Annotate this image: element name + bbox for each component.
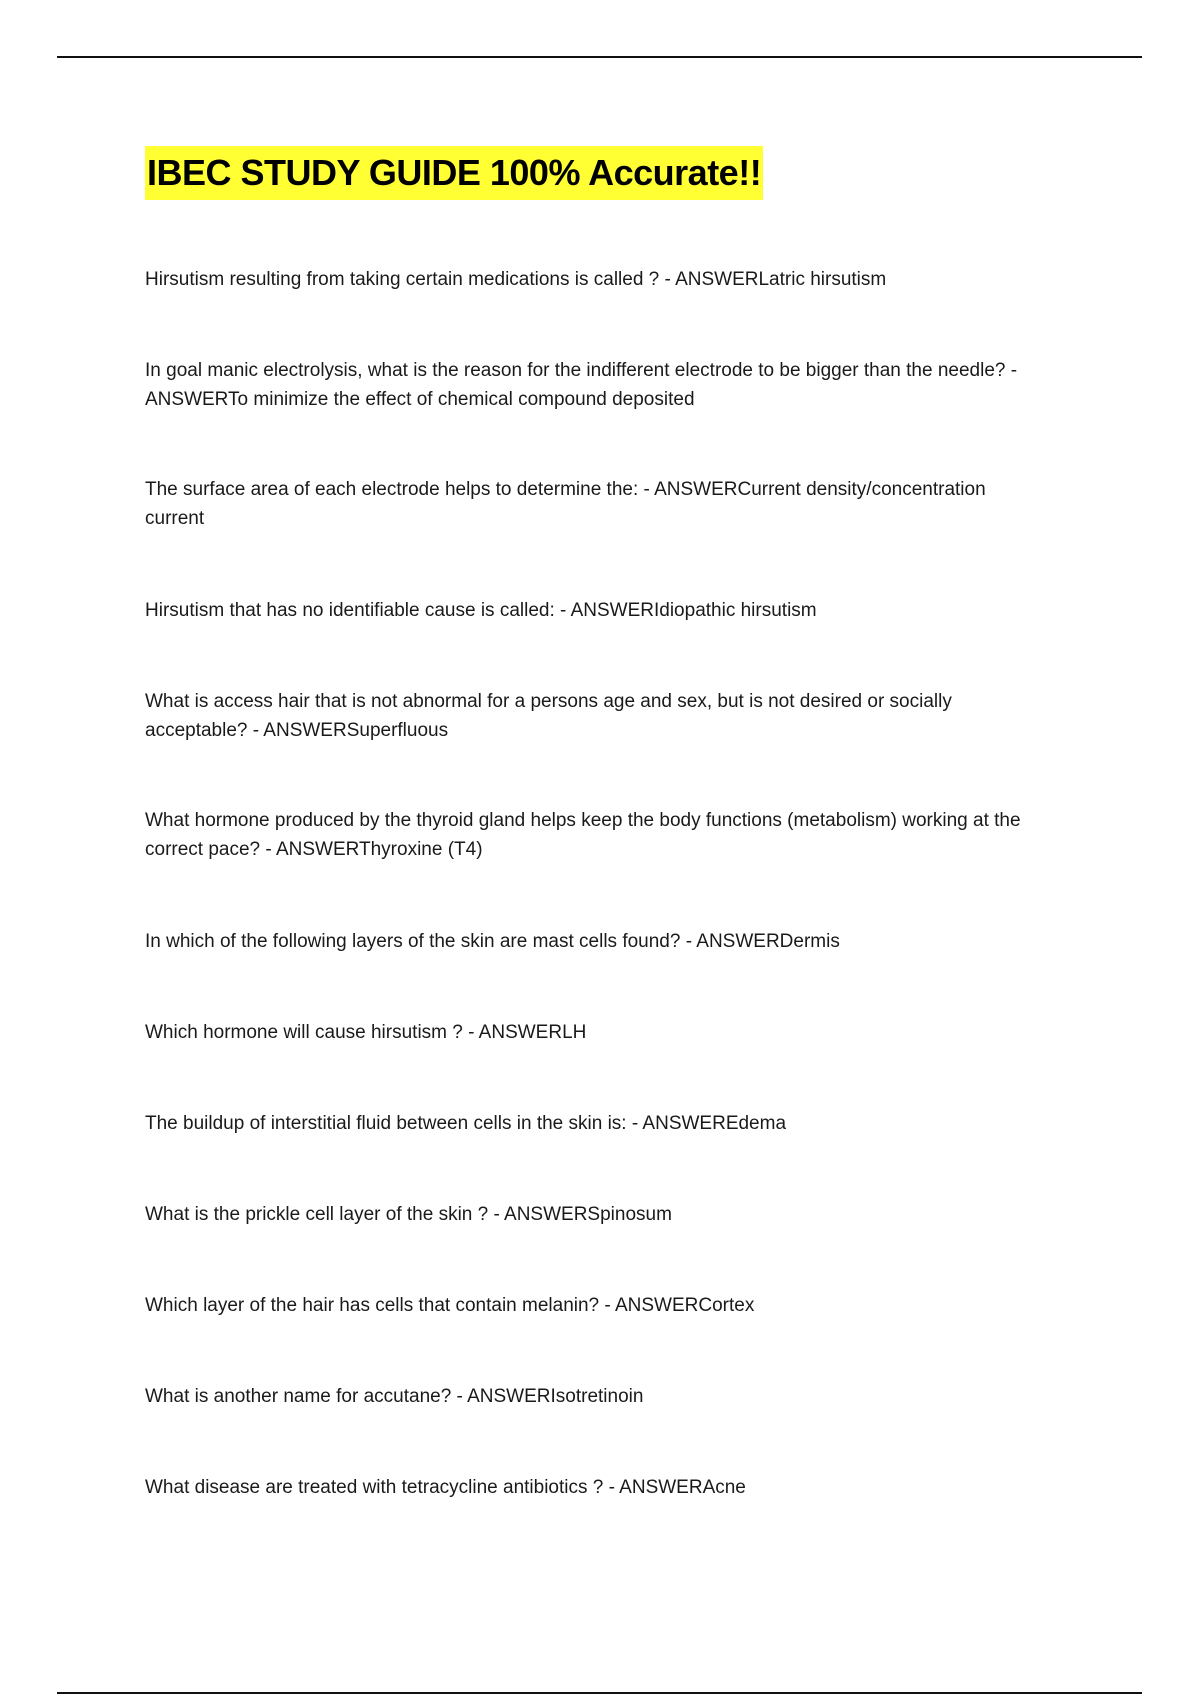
bottom-rule	[57, 1692, 1142, 1694]
title-block	[145, 146, 763, 200]
qa-item-8: Which hormone will cause hirsutism ? - ANSWERLH	[145, 1022, 587, 1043]
qa-item-7: In which of the following layers of the skin are mast cells found? - ANSWERDermis	[145, 931, 840, 952]
qa-item-13: What disease are treated with tetracycline antibiotics ? - ANSWERAcne	[145, 1477, 746, 1498]
qa-item-2: In goal manic electrolysis, what is the reason for the indifferent electrode to be bigger than the needle? - ANSWERTo minimize the effect of chemical compound deposited	[145, 360, 1018, 410]
document-title: IBEC STUDY GUIDE 100% Accurate!!	[145, 146, 763, 200]
qa-item-12: What is another name for accutane? - ANSWERIsotretinoin	[145, 1386, 644, 1407]
qa-item-1: Hirsutism resulting from taking certain medications is called ? - ANSWERLatric hirsutism	[145, 269, 887, 290]
qa-item-6: What hormone produced by the thyroid gland helps keep the body functions (metabolism) working at the correct pace? - ANSWERThyroxine (T4)	[145, 810, 1021, 860]
qa-item-5: What is access hair that is not abnormal for a persons age and sex, but is not desired or socially acceptable? - ANSWERSuperfluous	[145, 691, 952, 741]
qa-item-11: Which layer of the hair has cells that contain melanin? - ANSWERCortex	[145, 1295, 755, 1316]
top-rule	[57, 56, 1142, 58]
qa-item-9: The buildup of interstitial fluid between cells in the skin is: - ANSWEREdema	[145, 1113, 787, 1134]
qa-item-4: Hirsutism that has no identifiable cause is called: - ANSWERIdiopathic hirsutism	[145, 600, 817, 621]
qa-item-3: The surface area of each electrode helps to determine the: - ANSWERCurrent density/concentration current	[145, 479, 986, 529]
qa-item-10: What is the prickle cell layer of the skin ? - ANSWERSpinosum	[145, 1204, 672, 1225]
